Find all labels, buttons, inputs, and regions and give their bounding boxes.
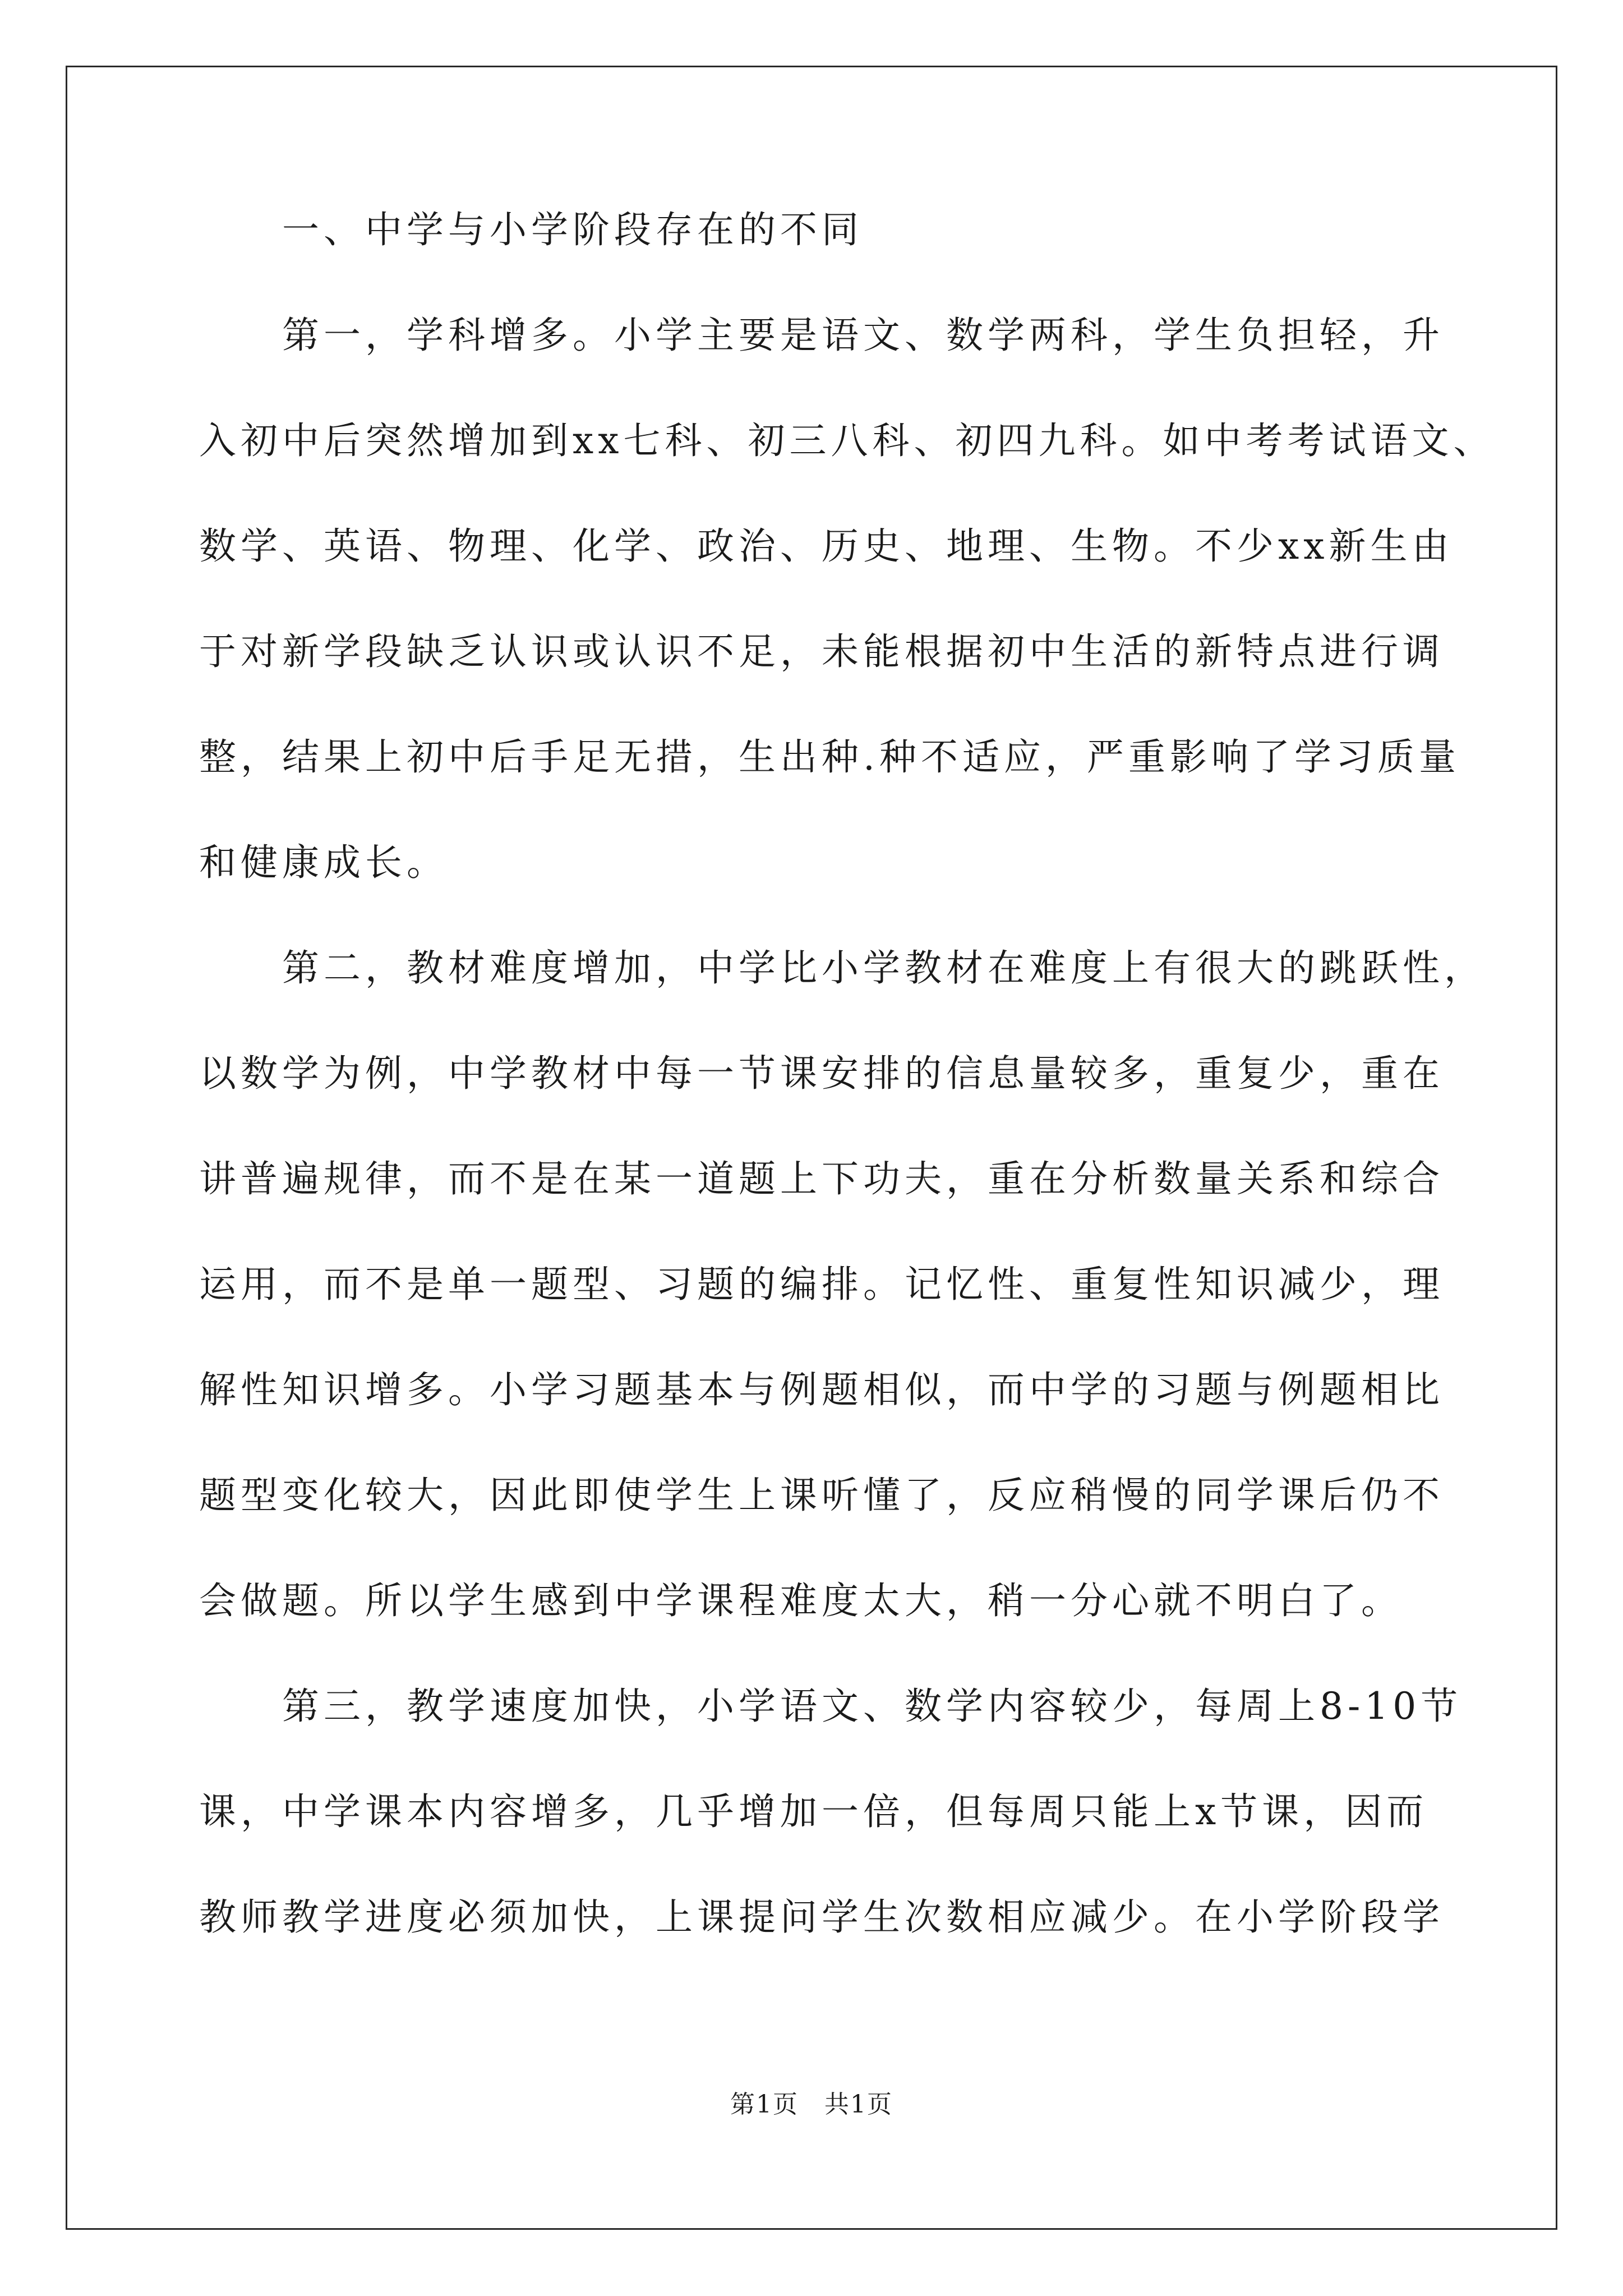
text-line: 第三，教学速度加快，小学语文、数学内容较少，每周上8-10节: [199, 1685, 1463, 1728]
text-line: 于对新学段缺乏认识或认识不足，未能根据初中生活的新特点进行调: [199, 630, 1444, 673]
text-line: 题型变化较大，因此即使学生上课听懂了，反应稍慢的同学课后仍不: [199, 1474, 1444, 1517]
text-line: 课，中学课本内容增多，几乎增加一倍，但每周只能上x节课，因而: [199, 1790, 1428, 1833]
text-line: 运用，而不是单一题型、习题的编排。记忆性、重复性知识减少，理: [199, 1263, 1444, 1306]
text-line: 解性知识增多。小学习题基本与例题相似，而中学的习题与例题相比: [199, 1368, 1444, 1411]
text-line: 一、中学与小学阶段存在的不同: [199, 208, 863, 251]
text-line: 入初中后突然增加到xx七科、初三八科、初四九科。如中考考试语文、: [199, 419, 1495, 462]
text-line: 会做题。所以学生感到中学课程难度太大，稍一分心就不明白了。: [199, 1579, 1403, 1622]
text-line: 讲普遍规律，而不是在某一道题上下功夫，重在分析数量关系和综合: [199, 1157, 1444, 1200]
text-line: 第一，学科增多。小学主要是语文、数学两科，学生负担轻，升: [199, 314, 1444, 357]
text-line: 以数学为例，中学教材中每一节课安排的信息量较多，重复少，重在: [199, 1052, 1444, 1095]
text-line: 第二，教材难度增加，中学比小学教材在难度上有很大的跳跃性，: [199, 946, 1486, 990]
page-number-footer: 第1页 共1页: [730, 2090, 893, 2119]
text-line: 整，结果上初中后手足无措，生出种.种不适应，严重影响了学习质量: [199, 735, 1460, 779]
text-line: 和健康成长。: [199, 841, 448, 884]
text-line: 数学、英语、物理、化学、政治、历史、地理、生物。不少xx新生由: [199, 524, 1454, 568]
text-line: 教师教学进度必须加快，上课提问学生次数相应减少。在小学阶段学: [199, 1895, 1444, 1939]
